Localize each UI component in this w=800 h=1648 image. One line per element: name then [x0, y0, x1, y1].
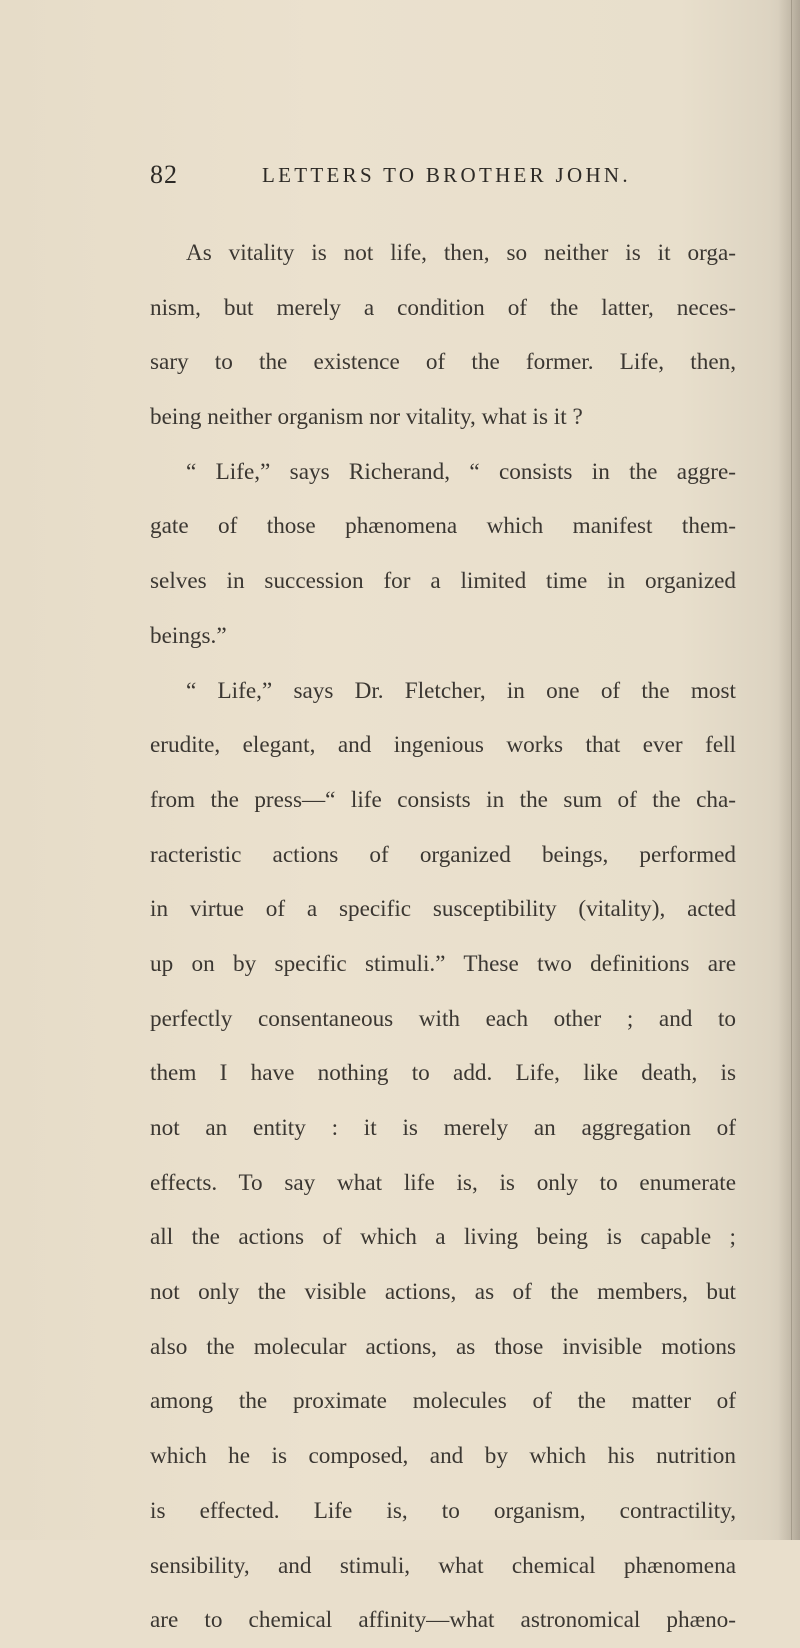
page-edge-line — [791, 0, 792, 1540]
text-line: selves in succession for a limited time in organized — [150, 568, 736, 595]
text-line: As vitality is not life, then, so neither is it orga- — [186, 240, 736, 266]
text-line: among the proximate molecules of the matter of — [150, 1388, 736, 1415]
text-line: which he is composed, and by which his nutrition — [150, 1443, 736, 1470]
text-line: beings.” — [150, 622, 227, 649]
text-line: “ Life,” says Dr. Fletcher, in one of the most — [186, 677, 736, 704]
text-line: “ Life,” says Richerand, “ consists in the aggre- — [186, 458, 736, 485]
text-line: not only the visible actions, as of the members, but — [150, 1279, 736, 1306]
text-line: up on by specific stimuli.” These two definitions are — [150, 950, 736, 977]
page-number: 82 — [150, 160, 178, 189]
running-header — [150, 160, 730, 196]
text-line: sensibility, and stimuli, what chemical phænomena — [150, 1552, 736, 1579]
text-line: nism, but merely a condition of the latter, neces- — [150, 294, 736, 321]
text-line: being neither organism nor vitality, what is it ? — [150, 404, 583, 431]
text-line: effects. To say what life is, is only to enumerate — [150, 1169, 736, 1196]
page-edge-shadow — [778, 0, 800, 1540]
text-line: in virtue of a specific susceptibility (vitality), acted — [150, 896, 736, 923]
text-line: them I have nothing to add. Life, like death, is — [150, 1060, 736, 1087]
text-line: erudite, elegant, and ingenious works that ever fell — [150, 732, 736, 759]
text-line: are to chemical affinity—what astronomical phæno- — [150, 1607, 736, 1634]
body-text — [150, 226, 736, 1648]
text-line: gate of those phænomena which manifest them- — [150, 513, 736, 540]
text-line: all the actions of which a living being is capable ; — [150, 1224, 736, 1251]
text-line: also the molecular actions, as those invisible motions — [150, 1333, 736, 1360]
text-line: is effected. Life is, to organism, contractility, — [150, 1497, 736, 1524]
text-line: not an entity : it is merely an aggregation of — [150, 1115, 736, 1141]
text-line: racteristic actions of organized beings, performed — [150, 841, 736, 868]
running-title: LETTERS TO BROTHER JOHN. — [262, 163, 631, 187]
text-line: from the press—“ life consists in the sum of the cha- — [150, 786, 736, 813]
text-line: sary to the existence of the former. Life, then, — [150, 349, 736, 376]
text-line: perfectly consentaneous with each other ; and to — [150, 1005, 736, 1032]
